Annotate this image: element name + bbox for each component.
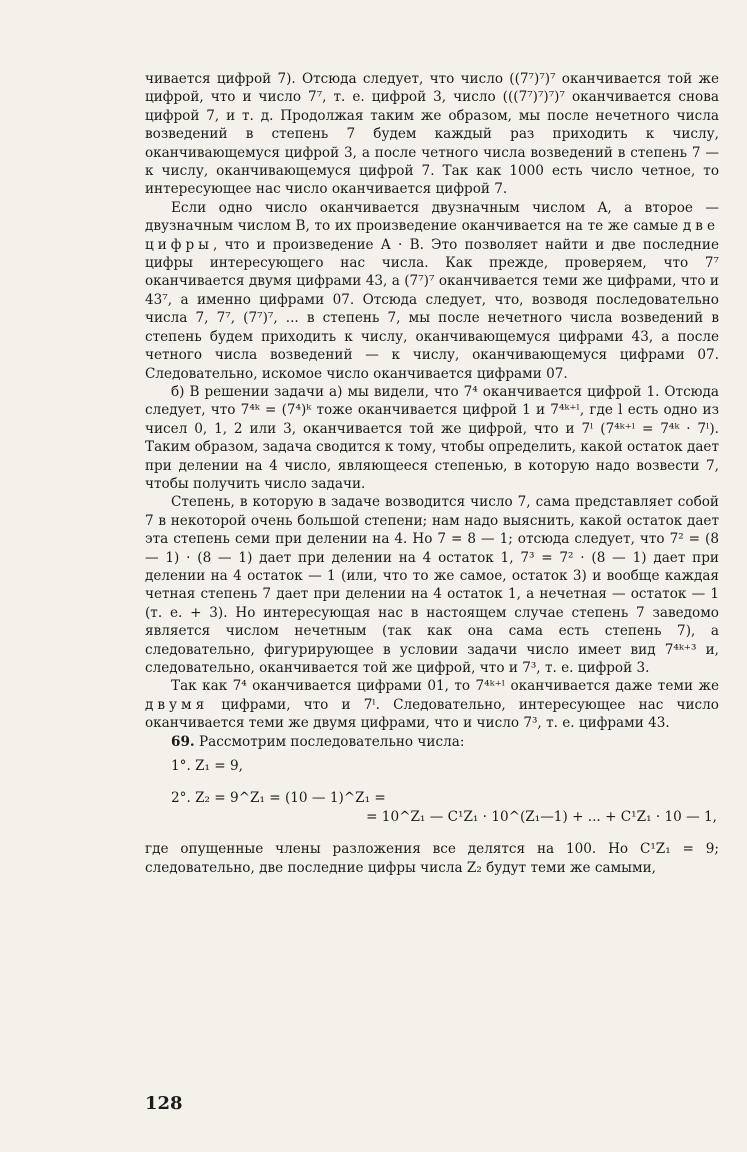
page-number: 128 — [145, 1093, 183, 1114]
paragraph-binomial-terms: где опущенные члены разложения все делятся на 100. Но C¹Z₁ = 9; следовательно, две последние цифры числа Z₂ будут теми же самыми, — [145, 841, 719, 876]
paragraph-text-part: цифрами, что и 7ˡ. Следовательно, интересующее нас число оканчивается теми же двумя цифрами, что и число 7³, т. е. цифрами 43. — [145, 696, 719, 732]
page-body — [145, 70, 719, 877]
problem-number: 69. — [171, 733, 195, 750]
formula-z2-line2: = 10^Z₁ — C¹Z₁ · 10^(Z₁—1) + ... + C¹Z₁ · 10 — 1, — [366, 808, 717, 825]
problem-69-intro — [145, 733, 719, 751]
formula-z2-line1: 2°. Z₂ = 9^Z₁ = (10 — 1)^Z₁ = — [171, 790, 386, 807]
problem-text: Рассмотрим последовательно числа: — [198, 733, 465, 750]
paragraph-last-two-digits — [145, 677, 719, 732]
formula-block — [145, 757, 719, 840]
spaced-emphasis: две цифры — [145, 218, 719, 253]
paragraph-part-b: б) В решении задачи а) мы видели, что 7⁴ оканчивается цифрой 1. Отсюда следует, что 7⁴ᵏ = (7⁴)ᵏ тоже оканчивается цифрой 1 и 7⁴ᵏ⁺ˡ, где l есть одно из чисел 0, 1, 2 или 3, оканчивается той же цифрой, что и 7ˡ (7⁴ᵏ⁺ˡ = 7⁴ᵏ · 7ˡ). Таким образом, задача сводится к тому, чтобы определить, какой остаток дает при делении на 4 число, являющееся степенью, в которую надо возвести 7, чтобы получить число задачи. — [145, 383, 719, 492]
paragraph-text-part: Так как 7⁴ оканчивается цифрами 01, то 7⁴ᵏ⁺ˡ оканчивается даже теми же — [171, 678, 719, 695]
paragraph-two-digit-ending — [145, 199, 719, 383]
paragraph-text-part: Если одно число оканчивается двузначным числом A, а второе — двузначным числом B, то их произведение оканчивается на те же самые — [145, 199, 719, 235]
formula-z1: 1°. Z₁ = 9, — [171, 758, 243, 775]
paragraph-exponent-remainder: Степень, в которую в задаче возводится число 7, сама представляет собой 7 в некоторой очень большой степени; нам надо выяснить, какой остаток дает эта степень семи при делении на 4. Но 7 = 8 — 1; отсюда следует, что 7² = (8 — 1) · (8 — 1) дает при делении на 4 остаток 1, 7³ = 7² · (8 — 1) дает при делении на 4 остаток — 1 (или, что то же самое, остаток 3) и вообще каждая четная степень 7 дает при делении на 4 остаток 1, а нечетная — остаток — 1 (т. е. + 3). Но интересующая нас в настоящем случае степень 7 заведомо является числом нечетным (так как она сама есть степень 7), а следовательно, фигурирующее в условии задачи число имеет вид 7⁴ᵏ⁺³ и, следовательно, оканчивается той же цифрой, что и 7³, т. е. цифрой 3. — [145, 494, 719, 676]
paragraph-continuation: чивается цифрой 7). Отсюда следует, что число ((7⁷)⁷)⁷ оканчивается той же цифрой, что и число 7⁷, т. е. цифрой 3, число (((7⁷)⁷)⁷)⁷ оканчивается снова цифрой 7, и т. д. Продолжая таким же образом, мы после нечетного числа возведений в степень 7 будем каждый раз приходить к числу, оканчивающемуся цифрой 3, а после четного числа возведений в степень 7 — к числу, оканчивающемуся цифрой 7. Так как 1000 есть число четное, то интересующее нас число оканчивается цифрой 7. — [145, 71, 719, 198]
paragraph-text-part: , что и произведение A · B. Это позволяет найти и две последние цифры интересующего нас числа. Как прежде, проверяем, что 7⁷ оканчивается двумя цифрами 43, а (7⁷)⁷ оканчивается теми же цифрами, что и 43⁷, а именно цифрами 07. Отсюда следует, что, возводя последовательно числа 7, 7⁷, (7⁷)⁷, ... в степень 7, мы после нечетного числа возведений в степень будем приходить к числу, оканчивающемуся цифрами 43, а после четного числа возведений — к числу, оканчивающемуся цифрами 07. Следовательно, искомое число оканчивается цифрами 07. — [145, 236, 719, 382]
spaced-emphasis: двумя — [145, 696, 209, 713]
